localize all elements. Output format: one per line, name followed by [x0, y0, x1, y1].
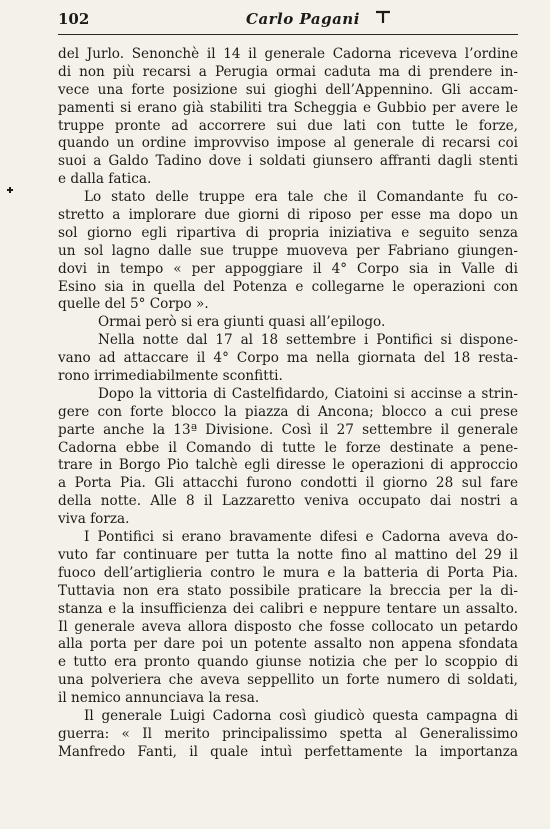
text-line: I Pontifici si erano bravamente difesi e Cadorna aveva do-: [84, 529, 518, 546]
text-line: vuto far continuare per tutta la notte fino al mattino del 29 il: [58, 546, 518, 563]
margin-ink-mark-icon: [6, 186, 14, 194]
text-line: stretto a implorare due giorni di riposo per esse ma dopo un: [58, 207, 518, 224]
text-line: alla porta per dare poi un potente assalto non appena sfondata: [58, 636, 518, 653]
text-line: Ormai però si era giunti quasi all’epilogo.: [98, 314, 386, 331]
text-line: truppe pronte ad accorrere sui due lati con tutte le forze,: [58, 117, 518, 134]
page-header: [58, 8, 518, 34]
text-line: guerra: « Il merito principalissimo spetta al Generalissimo: [58, 725, 518, 742]
text-line: quelle del 5° Corpo ».: [58, 296, 209, 313]
text-line: Il generale Luigi Cadorna così giudicò questa campagna di: [84, 707, 518, 724]
text-line: Esino sia in quella del Potenza e collegarne le operazioni con: [58, 278, 518, 295]
text-line: rono irrimediabilmente sconfitti.: [58, 368, 283, 385]
text-line: Dopo la vittoria di Castelfidardo, Ciatoini si accinse a strin-: [98, 385, 518, 402]
text-line: parte anche la 13ª Divisione. Così il 27 settembre il generale: [58, 421, 518, 438]
text-line: e tutto era pronto quando giunse notizia che per lo scoppio di: [58, 654, 518, 671]
ink-mark-icon: [374, 10, 392, 24]
text-line: un sol lagno dalle sue truppe muoveva per Fabriano giungen-: [58, 242, 518, 259]
text-line: vece una forte posizione sui gioghi dell’Appennino. Gli accam-: [58, 81, 518, 98]
text-line: dovi in tempo « per appoggiare il 4° Corpo sia in Valle di: [58, 260, 518, 277]
text-line: del Jurlo. Senonchè il 14 il generale Cadorna riceveva l’ordine: [58, 46, 518, 62]
text-line: trare in Borgo Pio talchè egli diresse le operazioni di approccio: [58, 457, 518, 474]
text-line: Manfredo Fanti, il quale intuì perfettamente la importanza: [58, 743, 518, 760]
text-line: viva forza.: [58, 511, 130, 528]
text-line: fuoco dell’artiglieria contro le mura e la batteria di Porta Pia.: [58, 564, 518, 581]
text-line: una polveriera che aveva seppellito un forte numero di soldati,: [58, 672, 518, 689]
text-line: Tuttavia non era stato possibile praticare la breccia per la di-: [58, 582, 518, 599]
text-line: Il generale aveva allora disposto che fosse collocato un petardo: [58, 618, 518, 635]
body-text: [58, 46, 518, 762]
header-rule: [58, 34, 518, 35]
text-line: vano ad attaccare il 4° Corpo ma nella giornata del 18 resta-: [58, 350, 518, 367]
running-head: Carlo Pagani: [246, 10, 360, 28]
text-line: pamenti si erano già stabiliti tra Scheggia e Gubbio per avere le: [58, 99, 518, 116]
text-line: Cadorna ebbe il Comando di tutte le forze destinate a pene-: [58, 439, 518, 456]
text-line: Lo stato delle truppe era tale che il Comandante fu co-: [84, 189, 518, 206]
text-line: gere con forte blocco la piazza di Ancona; blocco a cui prese: [58, 403, 518, 420]
text-line: suoi a Galdo Tadino dove i soldati giunsero affranti dagli stenti: [58, 153, 518, 170]
text-line: quando un ordine improvviso impose al generale di recarsi coi: [58, 135, 518, 152]
text-line: e dalla fatica.: [58, 171, 152, 188]
text-line: sol giorno egli ripartiva di propria iniziativa e seguito senza: [58, 224, 518, 241]
text-line: stanza e la insufficienza dei calibri e neppure tentare un assalto.: [58, 600, 518, 617]
text-line: il nemico annunciava la resa.: [58, 690, 260, 707]
text-line: Nella notte dal 17 al 18 settembre i Pontifici si dispone-: [98, 332, 518, 349]
text-line: a Porta Pia. Gli attacchi furono condotti il giorno 28 sul fare: [58, 475, 518, 492]
text-line: della notte. Alle 8 il Lazzaretto veniva occupato dai nostri a: [58, 493, 518, 510]
text-line: di non più recarsi a Perugia ormai caduta ma di prendere in-: [58, 63, 518, 80]
page-number: 102: [58, 10, 90, 28]
